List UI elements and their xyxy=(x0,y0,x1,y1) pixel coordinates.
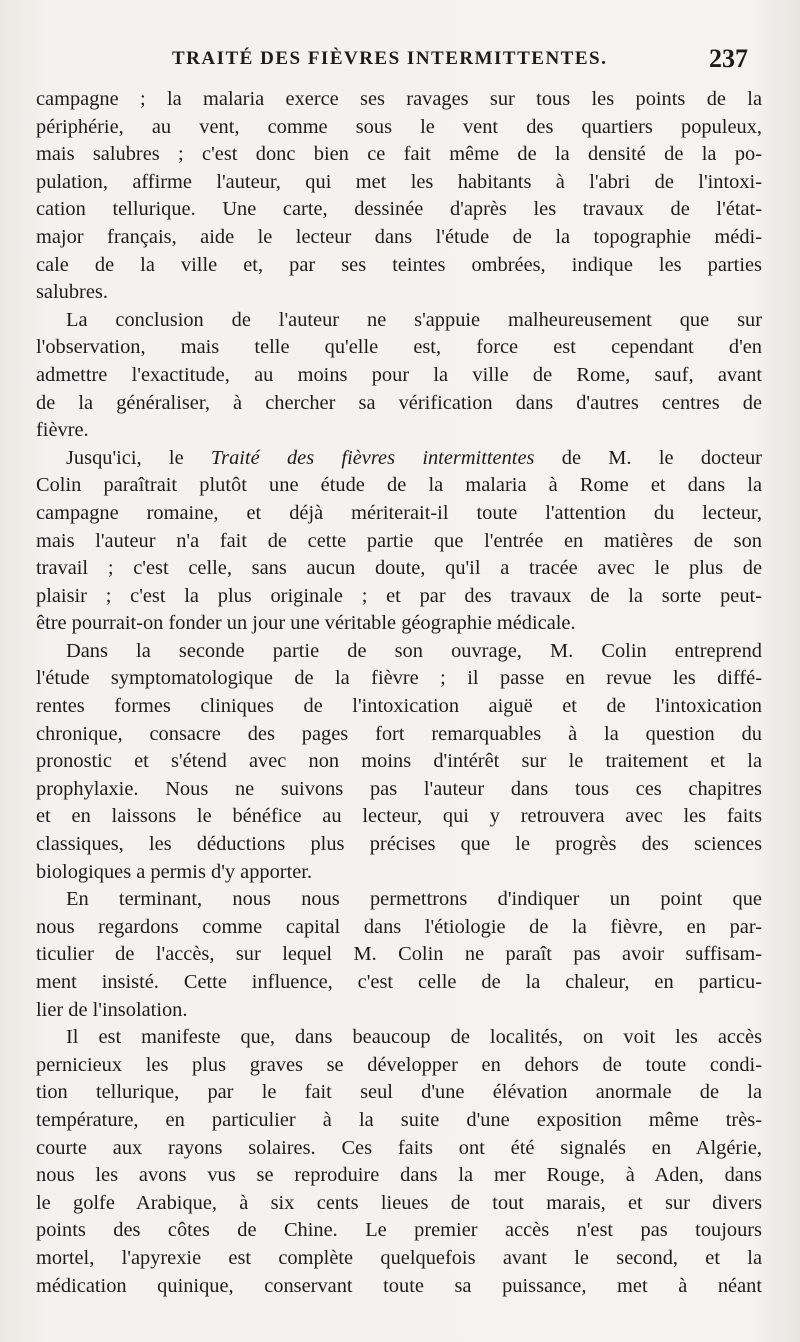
text-line: mais salubres ; c'est donc bien ce fait même de la densité de la po- xyxy=(36,143,762,166)
text-line: biologiques a permis d'y apporter. xyxy=(36,860,313,883)
text-line: travail ; c'est celle, sans aucun doute, qu'il a tracée avec le plus de xyxy=(36,557,762,580)
running-title: TRAITÉ DES FIÈVRES INTERMITTENTES. xyxy=(172,48,608,69)
text-line: périphérie, au vent, comme sous le vent des quartiers populeux, xyxy=(36,115,762,138)
text-line: l'étude symptomatologique de la fièvre ; il passe en revue les diffé- xyxy=(36,667,762,690)
text-line: chronique, consacre des pages fort remarquables à la question du xyxy=(36,722,762,745)
text-line: et en laissons le bénéfice au lecteur, qui y retrouvera avec les faits xyxy=(36,805,762,828)
text-line: médication quinique, conservant toute sa puissance, met à néant xyxy=(36,1274,762,1297)
paragraph xyxy=(36,307,762,445)
text-line: points des côtes de Chine. Le premier accès n'est pas toujours xyxy=(36,1219,762,1242)
paragraph xyxy=(36,86,762,307)
text-line: prophylaxie. Nous ne suivons pas l'auteur dans tous ces chapitres xyxy=(36,777,762,800)
text-line: major français, aide le lecteur dans l'étude de la topographie médi- xyxy=(36,225,762,248)
text-line: mais l'auteur n'a fait de cette partie que l'entrée en matières de son xyxy=(36,529,762,552)
text-line: Jusqu'ici, le Traité des fièvres intermittentes de M. le docteur xyxy=(66,446,762,469)
text-line: campagne ; la malaria exerce ses ravages sur tous les points de la xyxy=(36,88,762,110)
text-line: pulation, affirme l'auteur, qui met les habitants à l'abri de l'intoxi- xyxy=(36,170,762,193)
text-line: tion tellurique, par le fait seul d'une élévation anormale de la xyxy=(36,1081,762,1104)
text-line: cale de la ville et, par ses teintes ombrées, indique les parties xyxy=(36,253,762,276)
book-title-italic: Traité des fièvres intermittentes xyxy=(210,446,535,469)
text-line: le golfe Arabique, à six cents lieues de tout marais, et sur divers xyxy=(36,1191,762,1214)
paragraph xyxy=(36,886,762,1024)
text-line: ticulier de l'accès, sur lequel M. Colin ne paraît pas avoir suffisam- xyxy=(36,943,762,966)
text-line: plaisir ; c'est la plus originale ; et par des travaux de la sorte peut- xyxy=(36,584,762,607)
text-line: nous les avons vus se reproduire dans la mer Rouge, à Aden, dans xyxy=(36,1164,762,1187)
page-number: 237 xyxy=(709,44,748,73)
paragraph xyxy=(36,1024,762,1300)
text-line: rentes formes cliniques de l'intoxication aiguë et de l'intoxication xyxy=(36,695,762,718)
text-line: salubres. xyxy=(36,281,108,304)
text-line: fièvre. xyxy=(36,419,89,442)
text-line: l'observation, mais telle qu'elle est, force est cependant d'en xyxy=(36,336,762,359)
text-line: campagne romaine, et déjà mériterait-il toute l'attention du lecteur, xyxy=(36,501,762,524)
text-line: lier de l'insolation. xyxy=(36,998,188,1021)
text-line: ment insisté. Cette influence, c'est celle de la chaleur, en particu- xyxy=(36,971,762,993)
text-line: de la généraliser, à chercher sa vérification dans d'autres centres de xyxy=(36,391,762,414)
text-line: Dans la seconde partie de son ouvrage, M. Colin entreprend xyxy=(66,639,762,662)
text-line: être pourrait-on fonder un jour une véritable géographie médicale. xyxy=(36,612,576,635)
text-body xyxy=(36,86,762,1300)
paragraph xyxy=(36,445,762,638)
text-line: courte aux rayons solaires. Ces faits ont été signalés en Algérie, xyxy=(36,1136,762,1159)
text-line: En terminant, nous nous permettrons d'indiquer un point que xyxy=(66,888,762,911)
text-line: admettre l'exactitude, au moins pour la ville de Rome, sauf, avant xyxy=(36,363,762,386)
text-line: nous regardons comme capital dans l'étiologie de la fièvre, en par- xyxy=(36,915,762,938)
text-line: cation tellurique. Une carte, dessinée d'après les travaux de l'état- xyxy=(36,198,762,221)
text-line: pronostic et s'étend avec non moins d'intérêt sur le traitement et la xyxy=(36,750,762,773)
text-line: Colin paraîtrait plutôt une étude de la malaria à Rome et dans la xyxy=(36,474,762,497)
text-line: mortel, l'apyrexie est complète quelquefois avant le second, et la xyxy=(36,1246,762,1269)
text-line: classiques, les déductions plus précises que le progrès des sciences xyxy=(36,833,762,856)
text-line: pernicieux les plus graves se développer en dehors de toute condi- xyxy=(36,1053,762,1076)
text-line: La conclusion de l'auteur ne s'appuie malheureusement que sur xyxy=(66,308,762,331)
running-head xyxy=(40,42,760,82)
text-line: Il est manifeste que, dans beaucoup de localités, on voit les accès xyxy=(66,1026,762,1049)
paragraph xyxy=(36,638,762,886)
text-line: température, en particulier à la suite d'une exposition même très- xyxy=(36,1108,762,1131)
